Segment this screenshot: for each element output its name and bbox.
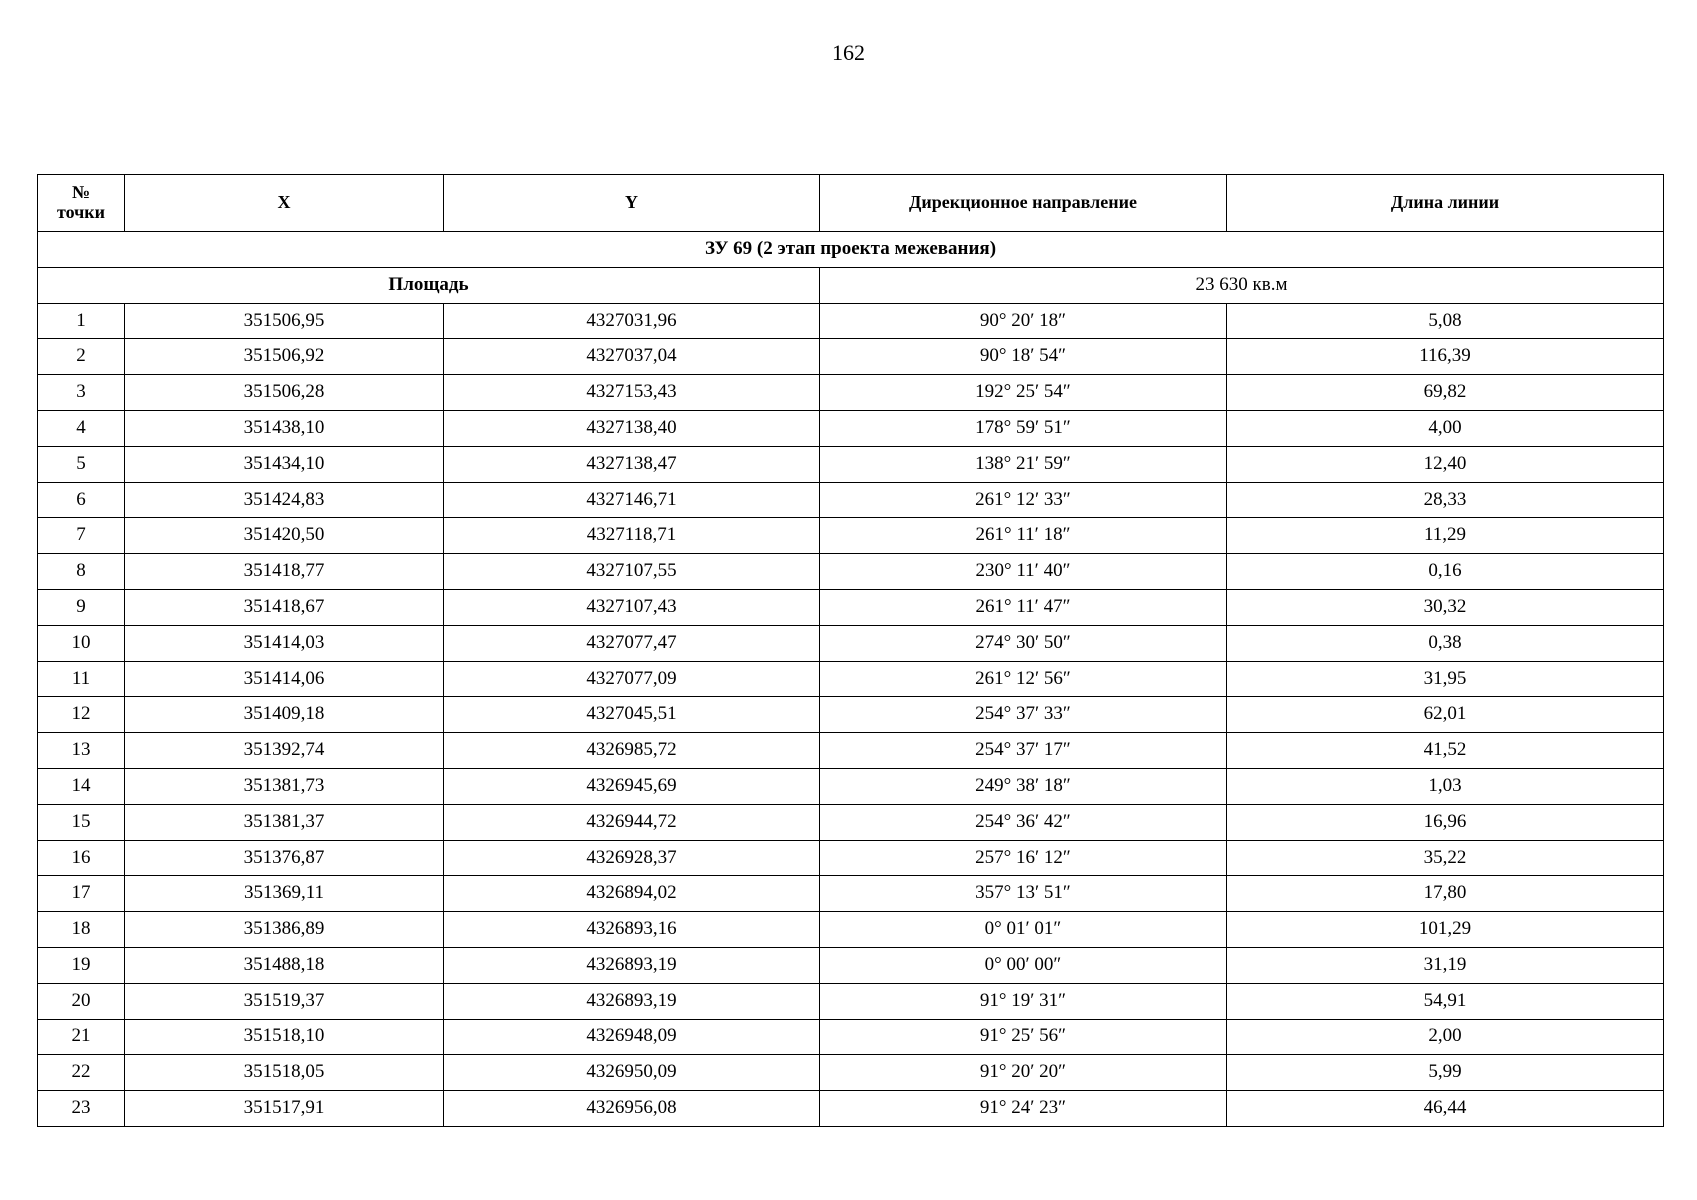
cell-x: 351424,83 — [125, 482, 444, 518]
cell-y: 4327107,55 — [444, 554, 820, 590]
cell-direction: 254° 37′ 17″ — [820, 733, 1227, 769]
cell-point-number: 5 — [38, 446, 125, 482]
cell-point-number: 17 — [38, 876, 125, 912]
table-row — [38, 697, 1664, 733]
header-point-number: № точки — [38, 175, 125, 232]
cell-length: 2,00 — [1227, 1019, 1664, 1055]
cell-y: 4326893,19 — [444, 947, 820, 983]
cell-direction: 254° 37′ 33″ — [820, 697, 1227, 733]
cell-x: 351506,92 — [125, 339, 444, 375]
cell-x: 351414,03 — [125, 625, 444, 661]
table-row — [38, 303, 1664, 339]
cell-x: 351506,28 — [125, 375, 444, 411]
table-row — [38, 589, 1664, 625]
cell-point-number: 13 — [38, 733, 125, 769]
cell-y: 4327153,43 — [444, 375, 820, 411]
table-row — [38, 947, 1664, 983]
area-row — [38, 267, 1664, 303]
area-label: Площадь — [38, 267, 820, 303]
table-row — [38, 518, 1664, 554]
cell-direction: 90° 18′ 54″ — [820, 339, 1227, 375]
cell-x: 351434,10 — [125, 446, 444, 482]
cell-direction: 192° 25′ 54″ — [820, 375, 1227, 411]
table-row — [38, 482, 1664, 518]
cell-x: 351518,10 — [125, 1019, 444, 1055]
cell-y: 4326985,72 — [444, 733, 820, 769]
cell-point-number: 18 — [38, 912, 125, 948]
table-row — [38, 1055, 1664, 1091]
cell-y: 4326893,16 — [444, 912, 820, 948]
cell-direction: 91° 19′ 31″ — [820, 983, 1227, 1019]
table-row — [38, 733, 1664, 769]
cell-y: 4326945,69 — [444, 768, 820, 804]
cell-point-number: 14 — [38, 768, 125, 804]
cell-direction: 91° 20′ 20″ — [820, 1055, 1227, 1091]
table-row — [38, 840, 1664, 876]
cell-length: 5,99 — [1227, 1055, 1664, 1091]
cell-point-number: 20 — [38, 983, 125, 1019]
cell-direction: 261° 12′ 56″ — [820, 661, 1227, 697]
cell-y: 4327077,47 — [444, 625, 820, 661]
cell-y: 4327146,71 — [444, 482, 820, 518]
cell-point-number: 4 — [38, 410, 125, 446]
page-number: 162 — [832, 40, 865, 65]
cell-point-number: 8 — [38, 554, 125, 590]
cell-y: 4326950,09 — [444, 1055, 820, 1091]
cell-y: 4327037,04 — [444, 339, 820, 375]
table-row — [38, 1091, 1664, 1127]
cell-point-number: 1 — [38, 303, 125, 339]
cell-x: 351506,95 — [125, 303, 444, 339]
cell-x: 351438,10 — [125, 410, 444, 446]
table-header-row — [38, 175, 1664, 232]
cell-y: 4326893,19 — [444, 983, 820, 1019]
cell-length: 54,91 — [1227, 983, 1664, 1019]
cell-y: 4327138,47 — [444, 446, 820, 482]
cell-x: 351414,06 — [125, 661, 444, 697]
cell-y: 4326948,09 — [444, 1019, 820, 1055]
table-row — [38, 554, 1664, 590]
area-value: 23 630 кв.м — [820, 267, 1664, 303]
cell-y: 4326944,72 — [444, 804, 820, 840]
cell-length: 5,08 — [1227, 303, 1664, 339]
cell-direction: 257° 16′ 12″ — [820, 840, 1227, 876]
cell-direction: 91° 24′ 23″ — [820, 1091, 1227, 1127]
cell-direction: 274° 30′ 50″ — [820, 625, 1227, 661]
cell-y: 4327077,09 — [444, 661, 820, 697]
cell-point-number: 12 — [38, 697, 125, 733]
cell-x: 351517,91 — [125, 1091, 444, 1127]
cell-direction: 261° 12′ 33″ — [820, 482, 1227, 518]
cell-x: 351386,89 — [125, 912, 444, 948]
table-row — [38, 625, 1664, 661]
cell-y: 4326928,37 — [444, 840, 820, 876]
cell-point-number: 3 — [38, 375, 125, 411]
cell-length: 12,40 — [1227, 446, 1664, 482]
cell-length: 1,03 — [1227, 768, 1664, 804]
coordinates-table — [37, 174, 1664, 1127]
header-y: Y — [444, 175, 820, 232]
cell-x: 351369,11 — [125, 876, 444, 912]
cell-y: 4326956,08 — [444, 1091, 820, 1127]
cell-y: 4327107,43 — [444, 589, 820, 625]
cell-direction: 254° 36′ 42″ — [820, 804, 1227, 840]
cell-x: 351381,73 — [125, 768, 444, 804]
cell-direction: 249° 38′ 18″ — [820, 768, 1227, 804]
table-row — [38, 983, 1664, 1019]
cell-direction: 91° 25′ 56″ — [820, 1019, 1227, 1055]
cell-length: 31,95 — [1227, 661, 1664, 697]
cell-length: 0,38 — [1227, 625, 1664, 661]
table-row — [38, 661, 1664, 697]
cell-x: 351488,18 — [125, 947, 444, 983]
cell-point-number: 10 — [38, 625, 125, 661]
table-row — [38, 804, 1664, 840]
table-row — [38, 339, 1664, 375]
cell-length: 69,82 — [1227, 375, 1664, 411]
header-x: X — [125, 175, 444, 232]
cell-length: 41,52 — [1227, 733, 1664, 769]
cell-point-number: 21 — [38, 1019, 125, 1055]
cell-direction: 230° 11′ 40″ — [820, 554, 1227, 590]
cell-length: 28,33 — [1227, 482, 1664, 518]
cell-y: 4327031,96 — [444, 303, 820, 339]
header-direction: Дирекционное направление — [820, 175, 1227, 232]
cell-length: 46,44 — [1227, 1091, 1664, 1127]
cell-x: 351418,67 — [125, 589, 444, 625]
section-title-row — [38, 232, 1664, 268]
cell-point-number: 7 — [38, 518, 125, 554]
cell-direction: 138° 21′ 59″ — [820, 446, 1227, 482]
cell-length: 35,22 — [1227, 840, 1664, 876]
header-length: Длина линии — [1227, 175, 1664, 232]
cell-length: 31,19 — [1227, 947, 1664, 983]
cell-x: 351420,50 — [125, 518, 444, 554]
cell-y: 4327138,40 — [444, 410, 820, 446]
cell-direction: 261° 11′ 47″ — [820, 589, 1227, 625]
cell-direction: 261° 11′ 18″ — [820, 518, 1227, 554]
cell-x: 351518,05 — [125, 1055, 444, 1091]
cell-point-number: 6 — [38, 482, 125, 518]
table-row — [38, 1019, 1664, 1055]
cell-point-number: 19 — [38, 947, 125, 983]
cell-length: 101,29 — [1227, 912, 1664, 948]
cell-length: 17,80 — [1227, 876, 1664, 912]
cell-point-number: 15 — [38, 804, 125, 840]
cell-x: 351418,77 — [125, 554, 444, 590]
table-row — [38, 876, 1664, 912]
cell-y: 4326894,02 — [444, 876, 820, 912]
cell-direction: 0° 01′ 01″ — [820, 912, 1227, 948]
cell-y: 4327045,51 — [444, 697, 820, 733]
cell-x: 351392,74 — [125, 733, 444, 769]
table-row — [38, 375, 1664, 411]
cell-point-number: 11 — [38, 661, 125, 697]
cell-direction: 0° 00′ 00″ — [820, 947, 1227, 983]
table-row — [38, 768, 1664, 804]
cell-length: 116,39 — [1227, 339, 1664, 375]
cell-direction: 357° 13′ 51″ — [820, 876, 1227, 912]
cell-length: 30,32 — [1227, 589, 1664, 625]
cell-length: 4,00 — [1227, 410, 1664, 446]
table-row — [38, 410, 1664, 446]
cell-x: 351376,87 — [125, 840, 444, 876]
cell-x: 351409,18 — [125, 697, 444, 733]
cell-length: 11,29 — [1227, 518, 1664, 554]
cell-point-number: 9 — [38, 589, 125, 625]
cell-y: 4327118,71 — [444, 518, 820, 554]
cell-point-number: 23 — [38, 1091, 125, 1127]
cell-point-number: 16 — [38, 840, 125, 876]
cell-direction: 90° 20′ 18″ — [820, 303, 1227, 339]
section-title: ЗУ 69 (2 этап проекта межевания) — [38, 232, 1664, 268]
cell-length: 16,96 — [1227, 804, 1664, 840]
cell-length: 0,16 — [1227, 554, 1664, 590]
table-row — [38, 912, 1664, 948]
cell-point-number: 22 — [38, 1055, 125, 1091]
cell-length: 62,01 — [1227, 697, 1664, 733]
table-row — [38, 446, 1664, 482]
cell-x: 351519,37 — [125, 983, 444, 1019]
cell-point-number: 2 — [38, 339, 125, 375]
cell-direction: 178° 59′ 51″ — [820, 410, 1227, 446]
cell-x: 351381,37 — [125, 804, 444, 840]
